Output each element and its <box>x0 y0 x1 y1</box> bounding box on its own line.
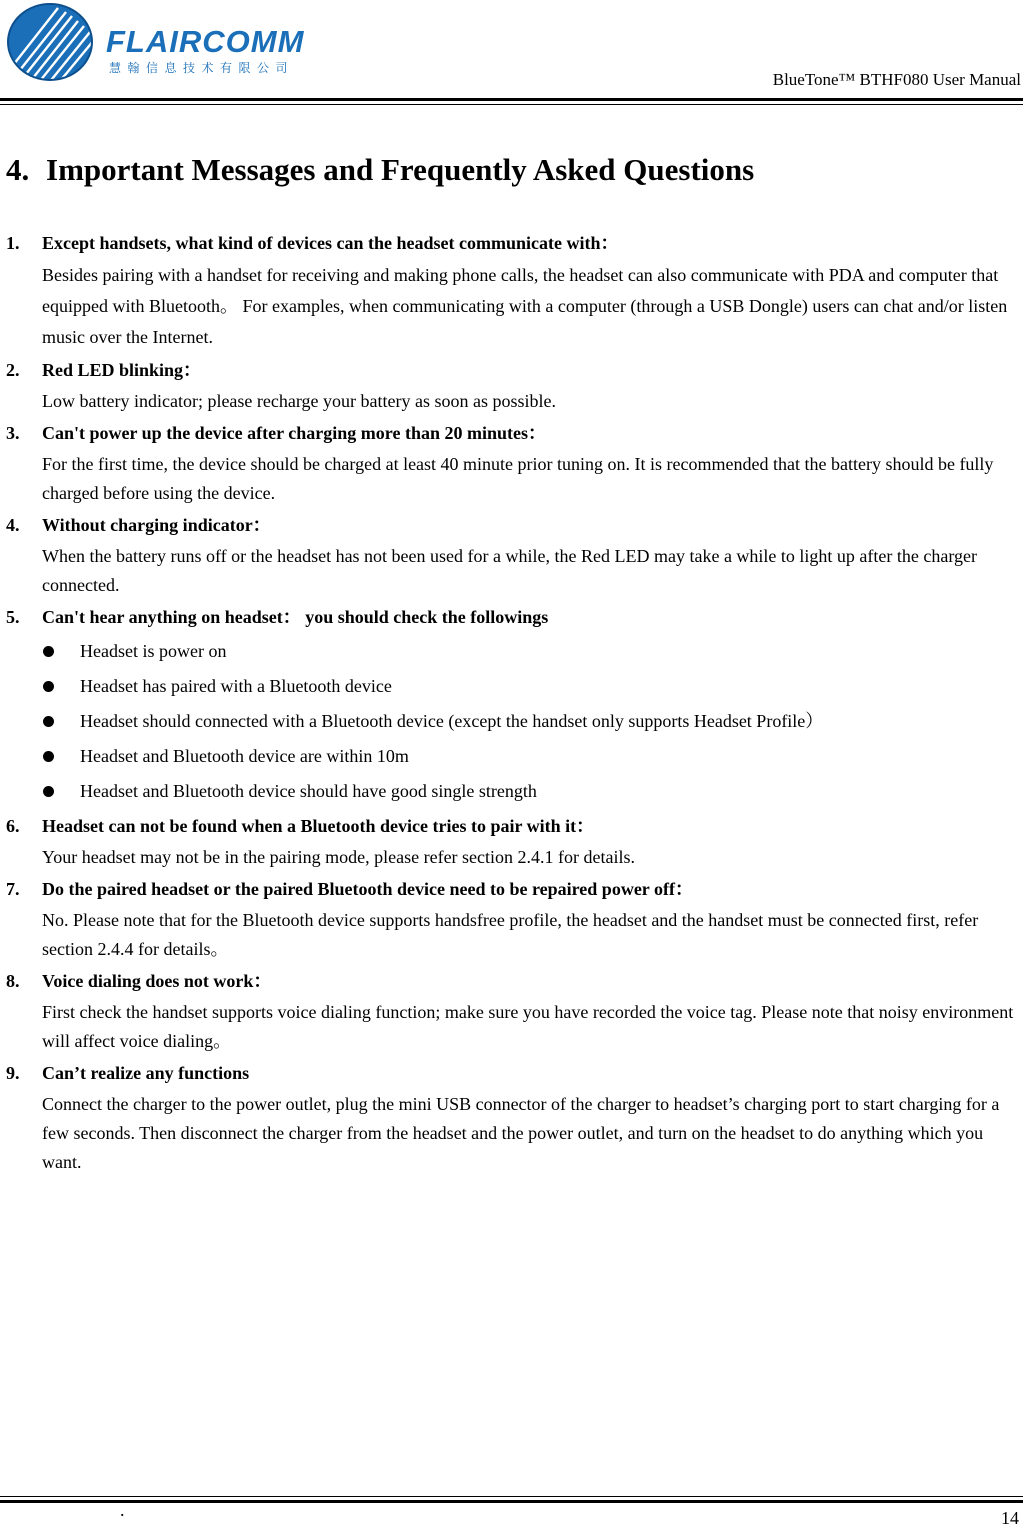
faq-number: 3. <box>6 423 20 443</box>
faq-question <box>6 600 1021 634</box>
faq-question-text: Can't power up the device after charging more than 20 minutes： <box>42 423 546 443</box>
faq-number: 2. <box>6 360 20 380</box>
globe-logo-icon <box>6 2 94 82</box>
faq-item <box>6 600 1021 809</box>
list-item <box>42 774 1021 809</box>
faq-answer: First check the handset supports voice dialing function; make sure you have recorded the voice tag. Please note that noisy environment will affect voice dialing。 <box>42 1002 1014 1051</box>
footer-rule-thick <box>0 1500 1023 1503</box>
faq-number: 4. <box>6 515 20 535</box>
list-item-text: Headset has paired with a Bluetooth device <box>80 676 392 696</box>
faq-question <box>6 226 1021 260</box>
chapter-number: 4. <box>6 152 30 187</box>
faq-list <box>6 226 1021 1177</box>
faq-item <box>6 1056 1021 1177</box>
faq-question <box>6 416 1021 450</box>
faq-question-text: Without charging indicator： <box>42 515 271 535</box>
faq-answer: No. Please note that for the Bluetooth device supports handsfree profile, the headset and the handset must be connected first, refer section 2.4.4 for details。 <box>42 910 979 959</box>
chapter-title <box>6 152 754 188</box>
list-item <box>42 704 1021 739</box>
logo-wordmark: FLAIRCOMM <box>106 24 305 59</box>
faq-item <box>6 809 1021 872</box>
faq-question-text: Except handsets, what kind of devices can the headset communicate with： <box>42 233 619 253</box>
faq-answer: When the battery runs off or the headset has not been used for a while, the Red LED may take a while to light up after the charger connected. <box>42 546 978 595</box>
faq-question-text: Red LED blinking： <box>42 360 202 380</box>
footer-mark: . <box>120 1500 125 1520</box>
faq-answer: For the first time, the device should be charged at least 40 minute prior tuning on. It is recommended that the battery should be fully charged before using the device. <box>42 454 994 503</box>
checklist <box>6 634 1021 809</box>
faq-item <box>6 416 1021 508</box>
faq-item <box>6 226 1021 353</box>
faq-question-text: Voice dialing does not work： <box>42 971 272 991</box>
page-number: 14 <box>1001 1508 1019 1528</box>
faq-item <box>6 508 1021 600</box>
faq-number: 9. <box>6 1063 20 1083</box>
page-header <box>0 0 1023 106</box>
logo-subtitle: 慧翰信息技术有限公司 <box>109 61 295 75</box>
list-item <box>42 739 1021 774</box>
company-logo <box>6 2 316 82</box>
faq-number: 1. <box>6 233 20 253</box>
bullet-dot-icon <box>43 751 54 762</box>
list-item-text: Headset is power on <box>80 641 227 661</box>
faq-question <box>6 809 1021 843</box>
header-rule-thick <box>0 98 1023 101</box>
faq-question-text: Headset can not be found when a Bluetooth device tries to pair with it： <box>42 816 595 836</box>
header-rule-thin <box>0 104 1023 105</box>
faq-number: 8. <box>6 971 20 991</box>
bullet-dot-icon <box>43 681 54 692</box>
list-item-text: Headset and Bluetooth device should have good single strength <box>80 781 537 801</box>
faq-number: 5. <box>6 607 20 627</box>
faq-question <box>6 872 1021 906</box>
faq-answer: Besides pairing with a handset for receiving and making phone calls, the headset can also communicate with PDA and computer that equipped with Bluetooth。 For examples, when communicating with a computer (through a USB Dongle) users can chat and/or listen music over the Internet. <box>42 265 1008 347</box>
faq-answer: Low battery indicator; please recharge your battery as soon as possible. <box>42 391 557 411</box>
bullet-dot-icon <box>43 716 54 727</box>
bullet-dot-icon <box>43 646 54 657</box>
faq-item <box>6 353 1021 416</box>
faq-item <box>6 872 1021 964</box>
list-item <box>42 669 1021 704</box>
document-title: BlueTone™ BTHF080 User Manual <box>772 70 1021 89</box>
faq-question-text: Can't hear anything on headset： you should check the followings <box>42 607 549 627</box>
faq-number: 7. <box>6 879 20 899</box>
faq-question <box>6 1056 1021 1090</box>
faq-question <box>6 964 1021 998</box>
faq-item <box>6 964 1021 1056</box>
list-item-text: Headset and Bluetooth device are within 10m <box>80 746 409 766</box>
faq-answer: Connect the charger to the power outlet, plug the mini USB connector of the charger to headset’s charging port to start charging for a few seconds. Then disconnect the charger from the headset and the power outlet, and turn on the headset to do anything which you want. <box>42 1094 1000 1172</box>
faq-number: 6. <box>6 816 20 836</box>
faq-question-text: Do the paired headset or the paired Bluetooth device need to be repaired power off： <box>42 879 693 899</box>
footer-rule-thin <box>0 1496 1023 1497</box>
bullet-dot-icon <box>43 786 54 797</box>
list-item <box>42 634 1021 669</box>
chapter-title-text: Important Messages and Frequently Asked Questions <box>46 152 755 187</box>
faq-question <box>6 353 1021 387</box>
faq-answer: Your headset may not be in the pairing mode, please refer section 2.4.1 for details. <box>42 847 636 867</box>
faq-question-text: Can’t realize any functions <box>42 1063 250 1083</box>
faq-question <box>6 508 1021 542</box>
list-item-text: Headset should connected with a Bluetooth device (except the handset only supports Headset Profile） <box>80 711 824 731</box>
